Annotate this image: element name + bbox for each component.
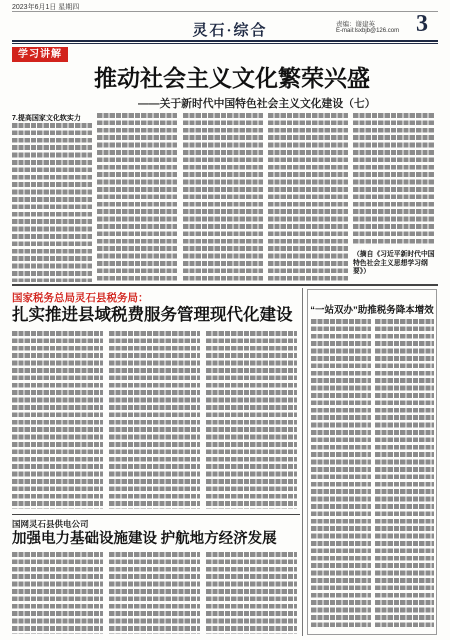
editor-credit: 责编：谢建英 — [336, 21, 375, 28]
lead-source-note: （摘自《习近平新时代中国特色社会主义思想学习纲要》） — [353, 251, 435, 276]
section-divider — [12, 284, 438, 286]
tax-article-kicker: 国家税务总局灵石县税务局： — [12, 292, 149, 304]
power-body-column-3 — [206, 552, 297, 634]
tax-body-column-3 — [206, 331, 297, 509]
tax-body-column-2 — [109, 331, 200, 509]
tax-body-column-1 — [12, 331, 103, 509]
vertical-divider — [302, 288, 303, 636]
tax-sidebar-body-column-2 — [375, 319, 434, 630]
power-body-column-1 — [12, 552, 103, 634]
tax-sidebar-title: “一站双办”助推税务降本增效 — [310, 305, 434, 316]
header-top-rule — [12, 11, 438, 12]
power-body-column-2 — [109, 552, 200, 634]
power-article-title: 加强电力基础设施建设 护航地方经济发展 — [12, 531, 277, 547]
editor-email: E-mail:lsxbjb@126.com — [336, 28, 400, 34]
issue-date: 2023年6月1日 星期四 — [12, 4, 80, 11]
lead-body-column-4 — [268, 113, 348, 282]
section-title: 灵石·综合 — [192, 23, 268, 39]
header-rule-thin — [12, 43, 438, 44]
lead-body-column-5 — [353, 113, 435, 246]
column-label: 学习讲解 — [12, 47, 68, 62]
lead-section-heading: 7.提高国家文化软实力 — [12, 115, 81, 122]
power-article-kicker: 国网灵石县供电公司 — [12, 519, 89, 529]
page-number: 3 — [416, 11, 428, 37]
lead-headline: 推动社会主义文化繁荣兴盛 — [94, 66, 370, 91]
header-rule — [12, 40, 438, 42]
tax-sidebar-body-column-1 — [311, 319, 371, 630]
lead-body-column-3 — [183, 113, 263, 282]
lead-subtitle: ——关于新时代中国特色社会主义文化建设（七） — [138, 98, 376, 110]
tax-article-title: 扎实推进县域税费服务管理现代化建设 — [12, 305, 293, 324]
power-article-divider — [12, 514, 300, 515]
lead-body-column-2 — [97, 113, 177, 282]
lead-body-column-1 — [12, 123, 92, 282]
